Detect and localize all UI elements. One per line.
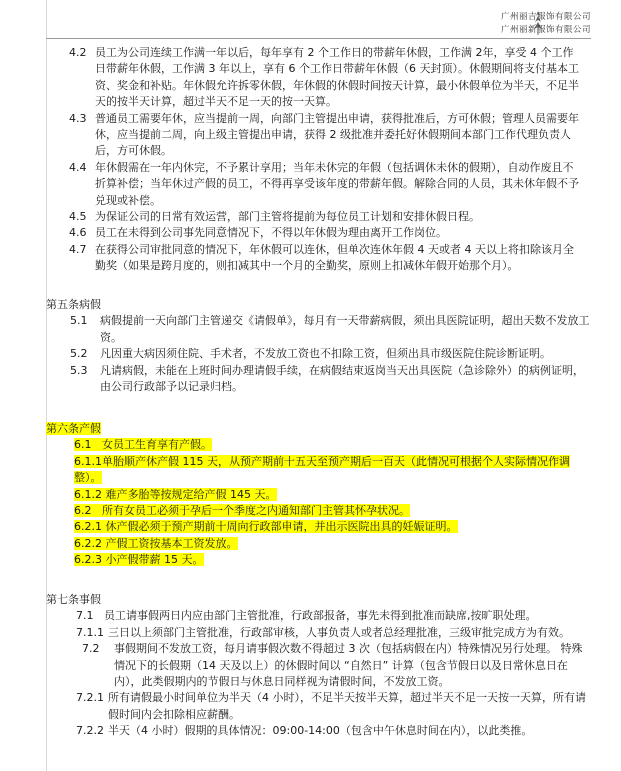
clause-item — [46, 209, 591, 225]
clause-number: 6.1 — [74, 438, 92, 452]
clause-item — [46, 111, 591, 160]
section-7-personal-leave — [46, 592, 591, 740]
clause-number: 4.2 — [69, 46, 87, 59]
clause-item — [46, 519, 591, 535]
clause-text: 三日以上须部门主管批准，行政部审核，人事负责人或者总经理批准，三级审批完成方为有效。 — [108, 625, 570, 639]
clause-item — [46, 723, 591, 739]
section-6-maternity-leave — [46, 421, 591, 569]
clause-text: 员工请事假两日内应由部门主管批准，行政部报备，事先未得到批准而缺席,按旷职处理。 — [104, 609, 537, 623]
clause-text: 年休假需在一年内休完，不予累计享用；当年未休完的年假（包括调休未休的假期），自动作废且不折算补偿；当年休过产假的员工，不得再享受该年度的带薪年假。解除合同的人员，其未休年假不予兑现或补偿。 — [95, 160, 579, 207]
clause-number: 6.1.2 — [74, 487, 102, 501]
clause-text: 在获得公司审批同意的情况下，年休假可以连休，但单次连休年假 4 天或者 4 天以上将扣除该月全勤奖（如果是跨月度的，则扣减其中一个月的全勤奖，原则上扣减休年假开始那个月）。 — [95, 242, 574, 273]
clause-text: 所有女员工必须于孕后一个季度之内通知部门主管其怀孕状况。 — [102, 504, 410, 518]
clause-item — [46, 536, 591, 552]
clause-text: 所有请假最小时间单位为半天（4 小时），不足半天按半天算，超过半天不足一天按一天算，所有请假时间内会扣除相应薪酬。 — [108, 691, 586, 721]
company-name-1: 广州丽吉服饰有限公司 — [500, 12, 591, 22]
clause-text: 凡请病假，未能在上班时间办理请假手续，在病假结束返岗当天出具医院（急诊除外）的病例证明，由公司行政部予以记录归档。 — [100, 363, 584, 394]
section-4-annual-leave — [46, 45, 591, 275]
clause-text: 为保证公司的日常有效运营，部门主管将提前为每位员工计划和安排休假日程。 — [95, 210, 480, 224]
clause-number: 5.3 — [70, 363, 88, 377]
clause-item — [46, 242, 591, 275]
clause-item — [46, 346, 591, 362]
clause-item — [46, 690, 591, 723]
header-rule — [46, 38, 591, 39]
clause-number: 6.2.2 — [74, 536, 102, 550]
section-title: 第五条病假 — [46, 298, 101, 311]
clause-number: 4.6 — [69, 226, 87, 240]
clause-number: 4.3 — [69, 111, 87, 125]
clause-number: 7.2 — [82, 642, 100, 656]
clause-text: 病假提前一天向部门主管递交《请假单》，每月有一天带薪病假，须出具医院证明，超出天数不发放工资。 — [100, 314, 590, 344]
clause-text: 凡因重大病因须住院、手术者，不发放工资也不扣除工资，但须出具市级医院住院诊断证明。 — [100, 347, 551, 361]
clause-number: 5.2 — [70, 347, 88, 361]
clause-number: 4.4 — [69, 160, 87, 174]
clause-text: 小产假带薪 15 天。 — [105, 553, 204, 567]
clause-text: 单胎顺产休产假 115 天，从预产期前十五天至预产期后一百天（此情况可根据个人实际情况作调整）。 — [74, 454, 570, 485]
clause-item — [46, 641, 591, 690]
clause-text: 半天（4 小时）假期的具体情况：09:00-14:00（包含中午休息时间在内），以此类推。 — [108, 724, 533, 738]
section-title: 第七条事假 — [46, 593, 101, 606]
clause-item — [46, 313, 591, 346]
clause-number: 7.1 — [76, 609, 94, 623]
clause-item — [46, 160, 591, 209]
clause-text: 女员工生育享有产假。 — [102, 438, 212, 452]
section-5-sick-leave — [46, 297, 591, 395]
section-title: 第六条产假 — [46, 422, 101, 435]
clause-item — [46, 608, 591, 624]
clause-item — [46, 225, 591, 241]
clause-item — [46, 437, 591, 453]
clause-number: 5.1 — [70, 314, 88, 328]
clause-item — [46, 363, 591, 396]
clause-item — [46, 454, 591, 487]
clause-item — [46, 552, 591, 568]
clause-text: 员工在未得到公司事先同意情况下，不得以年休假为理由离开工作岗位。 — [95, 226, 447, 240]
clause-item — [46, 503, 591, 519]
clause-number: 6.2 — [74, 504, 92, 518]
clause-number: 6.2.3 — [74, 553, 102, 567]
clause-number: 4.7 — [69, 242, 87, 256]
clause-text: 休产假必须于预产期前十周向行政部申请，并出示医院出具的妊娠证明。 — [105, 520, 458, 534]
clause-number: 7.1.1 — [76, 625, 104, 639]
clause-text: 难产多胎等按规定给产假 145 天。 — [105, 487, 277, 501]
clause-text: 事假期间不发放工资，每月请事假次数不得超过 3 次（包括病假在内）特殊情况另行处理。 特殊情况下的长假期（14 天及以上）的休假时间以 “自然日” 计算（包含节假日以及日常休息日在内），此类假期内的节假日与休息日同样视为请假时间，不发放工资。 — [114, 642, 583, 689]
clause-item — [46, 625, 591, 641]
clause-text: 产假工资按基本工资发放。 — [105, 536, 238, 550]
clause-text: 员工为公司连续工作满一年以后，每年享有 2 个工作日的带薪年休假，工作满 2年，享受 4 个工作日带薪年休假，工作满 3 年以上，享有 6 个工作日带薪年休假（6 天封顶）。休假期间将支付基本工资、奖金和补贴。年休假允许拆零休假，年休假的休假时间按天计算，最小休假单位为半天，不足半天的按半天计算，超过半天不足一天的按一天算。 — [95, 46, 579, 109]
clause-text: 普通员工需要年休，应当提前一周，向部门主管提出申请，获得批准后，方可休假；管理人员需要年休，应当提前二周，向上级主管提出申请，获得 2 级批准并委托好休假期间本部门工作代理负责人后，方可休假。 — [95, 111, 579, 158]
clause-number: 6.2.1 — [74, 520, 102, 534]
clause-item — [46, 45, 591, 111]
clause-number: 6.1.1 — [74, 454, 102, 468]
clause-number: 7.2.2 — [76, 724, 104, 738]
clause-number: 4.5 — [69, 210, 87, 224]
clause-item — [46, 487, 591, 503]
clause-number: 7.2.1 — [76, 691, 104, 705]
company-name-2: 广州丽新服饰有限公司 — [500, 25, 591, 35]
